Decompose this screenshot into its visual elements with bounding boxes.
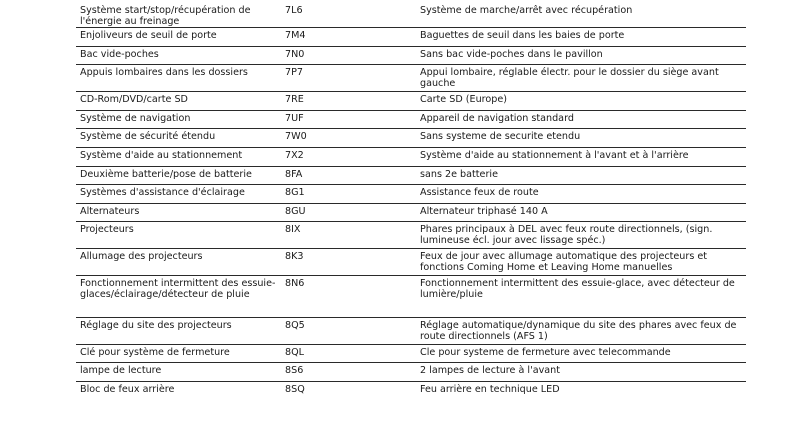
table-row [76, 129, 746, 148]
table-row [76, 65, 746, 92]
option-name: Bloc de feux arrière [76, 381, 281, 401]
option-description: Appui lombaire, réglable électr. pour le dossier du siège avant gauche [416, 65, 746, 92]
option-name: Projecteurs [76, 222, 281, 249]
option-name: Système de navigation [76, 110, 281, 129]
option-code: 8N6 [281, 275, 416, 317]
option-description: Cle pour systeme de fermeture avec telecommande [416, 344, 746, 363]
table-row [76, 203, 746, 222]
option-name: Réglage du site des projecteurs [76, 317, 281, 344]
option-name: Allumage des projecteurs [76, 249, 281, 276]
option-code: 8IX [281, 222, 416, 249]
option-description: Système de marche/arrêt avec récupération [416, 0, 746, 28]
option-name: Système d'aide au stationnement [76, 147, 281, 166]
table-row [76, 0, 746, 28]
option-description: Assistance feux de route [416, 185, 746, 204]
option-name: Deuxième batterie/pose de batterie [76, 166, 281, 185]
table-row [76, 166, 746, 185]
option-description: sans 2e batterie [416, 166, 746, 185]
option-name: Système start/stop/récupération de l'énergie au freinage [76, 0, 281, 28]
table-row [76, 275, 746, 317]
table-row [76, 317, 746, 344]
option-code: 8GU [281, 203, 416, 222]
option-description: Feu arrière en technique LED [416, 381, 746, 401]
option-name: Clé pour système de fermeture [76, 344, 281, 363]
table-row [76, 249, 746, 276]
table-row [76, 28, 746, 47]
option-description: Système d'aide au stationnement à l'avant et à l'arrière [416, 147, 746, 166]
option-description: 2 lampes de lecture à l'avant [416, 363, 746, 382]
option-code: 7L6 [281, 0, 416, 28]
option-code: 7RE [281, 92, 416, 111]
option-code: 7M4 [281, 28, 416, 47]
option-code: 7N0 [281, 46, 416, 65]
option-description: Fonctionnement intermittent des essuie-glace, avec détecteur de lumière/pluie [416, 275, 746, 317]
option-code: 8SQ [281, 381, 416, 401]
option-name: Systèmes d'assistance d'éclairage [76, 185, 281, 204]
table-row [76, 147, 746, 166]
option-code: 7P7 [281, 65, 416, 92]
option-name: Système de sécurité étendu [76, 129, 281, 148]
option-description: Alternateur triphasé 140 A [416, 203, 746, 222]
option-name: Fonctionnement intermittent des essuie-glaces/éclairage/détecteur de pluie [76, 275, 281, 317]
table-row [76, 92, 746, 111]
option-code: 7UF [281, 110, 416, 129]
option-code: 7X2 [281, 147, 416, 166]
option-code: 8K3 [281, 249, 416, 276]
table-row [76, 363, 746, 382]
table-row [76, 185, 746, 204]
option-name: CD-Rom/DVD/carte SD [76, 92, 281, 111]
option-description: Sans bac vide-poches dans le pavillon [416, 46, 746, 65]
option-code: 8G1 [281, 185, 416, 204]
option-code: 8Q5 [281, 317, 416, 344]
option-code: 7W0 [281, 129, 416, 148]
option-name: Alternateurs [76, 203, 281, 222]
option-description: Phares principaux à DEL avec feux route directionnels, (sign. lumineuse écl. jour avec lissage spéc.) [416, 222, 746, 249]
equipment-options-table [76, 0, 746, 401]
option-code: 8FA [281, 166, 416, 185]
option-name: lampe de lecture [76, 363, 281, 382]
option-name: Bac vide-poches [76, 46, 281, 65]
option-description: Réglage automatique/dynamique du site des phares avec feux de route directionnels (AFS 1) [416, 317, 746, 344]
option-description: Sans systeme de securite etendu [416, 129, 746, 148]
table-row [76, 110, 746, 129]
option-description: Appareil de navigation standard [416, 110, 746, 129]
option-description: Baguettes de seuil dans les baies de porte [416, 28, 746, 47]
table-row [76, 222, 746, 249]
option-name: Appuis lombaires dans les dossiers [76, 65, 281, 92]
option-description: Carte SD (Europe) [416, 92, 746, 111]
table-row [76, 46, 746, 65]
option-code: 8S6 [281, 363, 416, 382]
option-description: Feux de jour avec allumage automatique des projecteurs et fonctions Coming Home et Leaving Home manuelles [416, 249, 746, 276]
option-code: 8QL [281, 344, 416, 363]
table-row [76, 381, 746, 401]
option-name: Enjoliveurs de seuil de porte [76, 28, 281, 47]
table-row [76, 344, 746, 363]
